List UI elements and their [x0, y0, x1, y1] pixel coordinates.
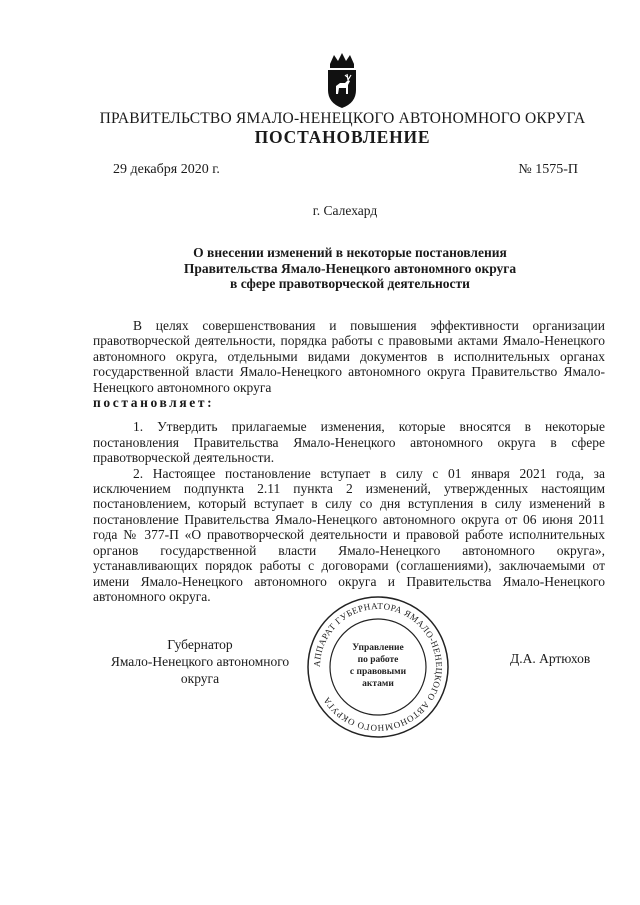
signer-title-line: Ямало-Ненецкого автономного округа	[110, 654, 290, 686]
stamp-line: актами	[362, 679, 394, 689]
stamp-seal-icon	[303, 592, 453, 742]
item-1-paragraph: 1. Утвердить прилагаемые изменения, которые вносятся в некоторые постановления Правительства Ямало-Ненецкого автономного округа в сфере правотворческой деятельности.	[93, 419, 605, 466]
document-type: ПОСТАНОВЛЕНИЕ	[254, 127, 431, 147]
stamp-line: Управление	[352, 643, 404, 653]
decree-word: постановляет:	[93, 395, 215, 411]
signer-name: Д.А. Артюхов	[510, 651, 591, 666]
stamp-line: по работе	[357, 655, 399, 665]
stamp-ring-text: АППАРАТ ГУБЕРНАТОРА ЯМАЛО-НЕНЕЦКОГО АВТОНОМНОГО ОКРУГА	[311, 600, 445, 734]
coat-of-arms-icon	[322, 50, 362, 110]
document-city: г. Салехард	[312, 203, 378, 218]
heading-line: О внесении изменений в некоторые постановления	[193, 245, 507, 260]
document-body	[93, 318, 605, 604]
item-2-paragraph: 2. Настоящее постановление вступает в силу с 01 января 2021 года, за исключением подпункта 2.11 пункта 2 изменений, утвержденных настоящим постановлением, который вступает в силу со дня вступления в силу изменений в постановление Правительства Ямало-Ненецкого автономного округа от 06 июня 2011 года № 377-П «О правотворческой деятельности и правовой работе исполнительных органов государственной власти Ямало-Ненецкого автономного округа», устанавливающих порядок работы с договорами (соглашениями), заключаемыми от имени Ямало-Ненецкого автономного округа и Правительства Ямало-Ненецкого автономного округа.	[93, 465, 605, 604]
government-title: ПРАВИТЕЛЬСТВО ЯМАЛО-НЕНЕЦКОГО АВТОНОМНОГО ОКРУГА	[99, 110, 586, 127]
signer-title	[95, 636, 305, 687]
stamp-line: с правовыми	[349, 667, 407, 677]
document-heading	[120, 245, 580, 292]
heading-line: Правительства Ямало-Ненецкого автономного округа	[183, 260, 517, 276]
preamble-paragraph: В целях совершенствования и повышения эффективности организации правотворческой деятельности, порядка работы с правовыми актами Ямало-Ненецкого автономного округа, отдельными видами документов в исполнительных органах государственной власти Ямало-Ненецкого автономного округа Правительство Ямало-Ненецкого автономного округа	[93, 318, 605, 395]
heading-line: в сфере правотворческой деятельности	[230, 276, 470, 291]
signer-title-line: Губернатор	[167, 637, 233, 652]
document-date: 29 декабря 2020 г.	[113, 162, 220, 177]
document-number: № 1575-П	[518, 162, 578, 177]
